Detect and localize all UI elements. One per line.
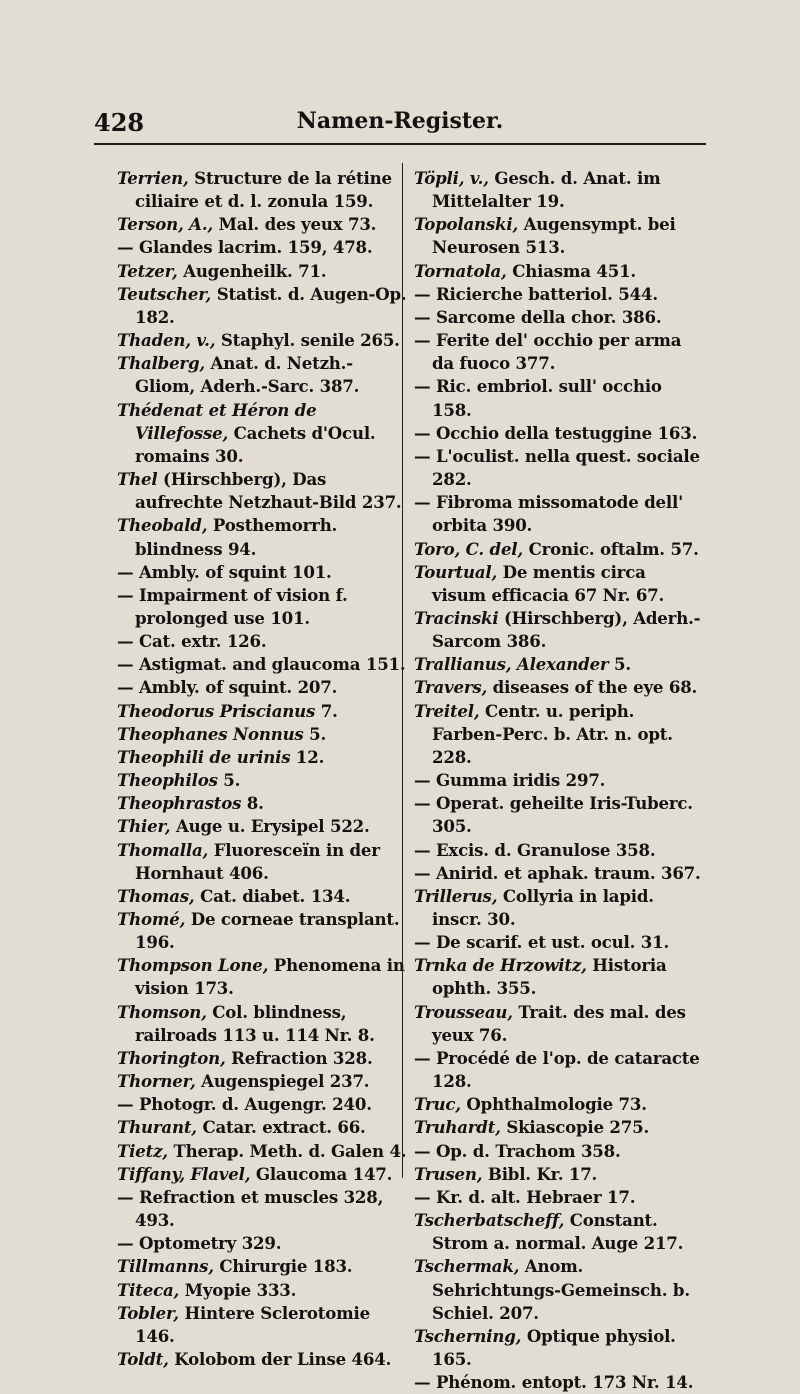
entry-text: Augenspiegel 237.	[195, 1071, 370, 1092]
index-entry	[414, 931, 705, 954]
entry-text: Hintere Sclerotomie 146.	[135, 1302, 370, 1346]
index-entry	[414, 491, 705, 537]
entry-text: Structure de la rétine ciliaire et d. l. zonula 159.	[135, 168, 392, 212]
entry-text: Gesch. d. Anat. im Mittelalter 19.	[432, 168, 661, 212]
index-entry	[414, 769, 705, 792]
index-entry	[117, 792, 408, 815]
entry-text: — Op. d. Trachom 358.	[414, 1140, 621, 1161]
entry-author: Thurant,	[117, 1117, 197, 1138]
entry-text: — Cat. extr. 126.	[117, 631, 267, 652]
entry-author: Tschermak,	[414, 1256, 520, 1277]
index-entry	[414, 1140, 705, 1163]
entry-text: — Impairment of vision f. prolonged use 101.	[117, 584, 348, 628]
entry-text: — Sarcome della chor. 386.	[414, 306, 662, 327]
entry-author: Tillmanns,	[117, 1256, 214, 1277]
entry-author: Thédenat et Héron de Villefosse,	[117, 399, 317, 443]
entry-text: 8.	[241, 793, 264, 814]
index-entry	[414, 839, 705, 862]
entry-text: (Hirschberg), Aderh.-Sarcom 386.	[432, 607, 701, 652]
index-entry	[117, 769, 408, 792]
entry-author: Tracinski	[414, 607, 499, 628]
index-entry	[117, 283, 408, 329]
entry-author: Thomson,	[117, 1001, 207, 1022]
index-entry	[117, 1140, 408, 1163]
entry-text: De mentis circa visum efficacia 67 Nr. 67.	[432, 561, 665, 605]
entry-author: Trallianus, Alexander	[414, 654, 609, 675]
entry-text: — Ambly. of squint. 207.	[117, 677, 338, 698]
index-entry	[414, 1163, 705, 1186]
index-entry	[117, 954, 408, 1000]
entry-text: Trait. des mal. des yeux 76.	[432, 1001, 686, 1045]
entry-text: Augenheilk. 71.	[177, 260, 327, 281]
entry-author: Theophili de urinis	[117, 746, 291, 767]
entry-author: Trnka de Hrzowitz,	[414, 955, 587, 976]
index-entry	[414, 653, 705, 676]
index-entry	[414, 885, 705, 931]
entry-text: diseases of the eye 68.	[487, 677, 698, 698]
entry-author: Titeca,	[117, 1279, 180, 1300]
entry-author: Trusen,	[414, 1163, 483, 1184]
entry-author: Theophilos	[117, 770, 218, 791]
column-divider	[402, 163, 403, 1178]
entry-text: Constant. Strom a. normal. Auge 217.	[432, 1210, 684, 1254]
index-entry	[414, 862, 705, 885]
entry-author: Tscherbatscheff,	[414, 1210, 565, 1231]
entry-text: Auge u. Erysipel 522.	[170, 816, 370, 837]
entry-text: — Ambly. of squint 101.	[117, 561, 332, 582]
entry-text: — Ferite del' occhio per arma da fuoco 377.	[414, 330, 682, 374]
right-column	[414, 167, 705, 1394]
entry-author: Thorner,	[117, 1071, 196, 1092]
index-entry	[117, 746, 408, 769]
entry-text: Mal. des yeux 73.	[213, 214, 377, 235]
index-entry	[117, 1001, 408, 1047]
index-entry	[414, 538, 705, 561]
running-title: Namen-Register.	[296, 108, 504, 134]
entry-text: — Occhio della testuggine 163.	[414, 422, 698, 443]
index-entry	[414, 700, 705, 769]
index-entry	[414, 1047, 705, 1093]
index-entry	[117, 1070, 408, 1093]
index-entry	[117, 1302, 408, 1348]
entry-author: Tobler,	[117, 1302, 179, 1323]
entry-text: — Excis. d. Granulose 358.	[414, 839, 656, 860]
entry-text: — Astigmat. and glaucoma 151.	[117, 654, 406, 675]
entry-text: Centr. u. periph. Farben-Perc. b. Atr. n. opt. 228.	[432, 700, 673, 767]
index-entry	[414, 167, 705, 213]
entry-text: Bibl. Kr. 17.	[482, 1163, 598, 1184]
entry-text: — Photogr. d. Augengr. 240.	[117, 1094, 372, 1115]
entry-text: Historia ophth. 355.	[432, 955, 667, 999]
entry-author: Thomé,	[117, 909, 186, 929]
index-entry	[117, 213, 408, 236]
index-entry	[117, 815, 408, 838]
entry-author: Teutscher,	[117, 283, 212, 304]
entry-text: Fluoresceïn in der Hornhaut 406.	[135, 839, 380, 883]
entry-text: — Optometry 329.	[117, 1233, 282, 1254]
entry-author: Töpli, v.,	[414, 168, 489, 188]
index-entry	[117, 700, 408, 723]
entry-author: Thompson Lone,	[117, 955, 269, 976]
entry-text: De corneae transplant. 196.	[135, 909, 400, 953]
index-entry	[414, 1116, 705, 1139]
entry-text: Therap. Meth. d. Galen 4.	[167, 1140, 407, 1161]
entry-text: Anat. d. Netzh.-Gliom, Aderh.-Sarc. 387.	[135, 353, 360, 397]
entry-text: Glaucoma 147.	[250, 1163, 393, 1184]
entry-text: — Gumma iridis 297.	[414, 770, 606, 791]
index-entry	[117, 561, 408, 584]
index-entry	[414, 1093, 705, 1116]
entry-text: — Refraction et muscles 328, 493.	[117, 1186, 384, 1231]
entry-author: Theodorus Priscianus	[117, 700, 316, 721]
entry-author: Topolanski,	[414, 214, 519, 235]
index-entry	[117, 1279, 408, 1302]
index-entry	[414, 213, 705, 259]
entry-author: Treitel,	[414, 700, 480, 721]
entry-text: — Ric. embriol. sull' occhio 158.	[414, 376, 662, 420]
entry-text: Refraction 328.	[225, 1047, 373, 1068]
entry-author: Toldt,	[117, 1348, 169, 1369]
entry-text: Kolobom der Linse 464.	[168, 1348, 392, 1369]
entry-text: — Fibroma missomatode dell' orbita 390.	[414, 492, 683, 536]
entry-author: Tetzer,	[117, 260, 178, 281]
index-entry	[117, 584, 408, 630]
entry-author: Travers,	[414, 677, 488, 698]
entry-author: Theophrastos	[117, 793, 242, 814]
entry-text: 5.	[608, 654, 631, 675]
index-entry	[117, 1255, 408, 1278]
index-entry	[117, 1116, 408, 1139]
entry-text: Augensympt. bei Neurosen 513.	[432, 214, 676, 258]
index-entry	[117, 167, 408, 213]
index-entry	[414, 954, 705, 1000]
index-entry	[117, 514, 408, 560]
entry-text: Skiascopie 275.	[500, 1117, 650, 1138]
index-entry	[117, 260, 408, 283]
index-entry	[414, 422, 705, 445]
entry-text: — Kr. d. alt. Hebraer 17.	[414, 1186, 636, 1207]
entry-text: — De scarif. et ust. ocul. 31.	[414, 932, 670, 953]
index-entry	[117, 1163, 408, 1186]
index-entry	[414, 375, 705, 421]
entry-text: Collyria in lapid. inscr. 30.	[432, 885, 654, 929]
entry-text: Staphyl. senile 265.	[215, 330, 400, 351]
entry-text: Ophthalmologie 73.	[460, 1094, 647, 1115]
entry-text: — Glandes lacrim. 159, 478.	[117, 237, 373, 258]
index-entry	[414, 1209, 705, 1255]
entry-text: Optique physiol. 165.	[432, 1325, 676, 1369]
entry-text: Myopie 333.	[179, 1279, 297, 1300]
index-entry	[117, 676, 408, 699]
entry-text: Col. blindness, railroads 113 u. 114 Nr. 8.	[135, 1001, 375, 1045]
page-header	[94, 108, 706, 144]
index-entry	[414, 306, 705, 329]
index-entry	[414, 1255, 705, 1324]
entry-author: Truhardt,	[414, 1117, 501, 1138]
entry-author: Tourtual,	[414, 561, 498, 582]
entry-author: Terrien,	[117, 168, 189, 188]
entry-author: Trillerus,	[414, 885, 498, 906]
left-column	[117, 167, 408, 1371]
index-entry	[414, 329, 705, 375]
entry-text: — Procédé de l'op. de cataracte 128.	[414, 1047, 700, 1092]
entry-text: 5.	[303, 723, 327, 744]
entry-author: Terson, A.,	[117, 214, 214, 235]
entry-author: Thier,	[117, 816, 171, 837]
entry-text: Catar. extract. 66.	[196, 1117, 366, 1138]
entry-text: Posthemorrh. blindness 94.	[135, 515, 338, 559]
index-entry	[117, 885, 408, 908]
entry-author: Thalberg,	[117, 353, 205, 374]
index-entry	[414, 283, 705, 306]
index-entry	[414, 1371, 705, 1394]
entry-text: Cachets d'Ocul. romains 30.	[135, 422, 376, 466]
page-number: 428	[94, 108, 145, 137]
entry-author: Thomalla,	[117, 839, 209, 860]
entry-author: Theobald,	[117, 515, 208, 536]
index-entry	[117, 723, 408, 746]
entry-author: Theophanes Nonnus	[117, 723, 304, 744]
index-entry	[117, 908, 408, 954]
entry-author: Truc,	[414, 1094, 461, 1115]
index-entry	[117, 399, 408, 468]
entry-text: Anom. Sehrichtungs-Gemeinsch. b. Schiel. 207.	[432, 1256, 690, 1323]
index-entry	[117, 468, 408, 514]
entry-text: — Ricierche batteriol. 544.	[414, 283, 658, 304]
index-entry	[414, 561, 705, 607]
entry-text: 7.	[315, 700, 338, 721]
index-entry	[117, 236, 408, 259]
index-entry	[117, 630, 408, 653]
index-entry	[414, 445, 705, 491]
entry-author: Trousseau,	[414, 1001, 513, 1022]
entry-author: Tscherning,	[414, 1325, 522, 1346]
index-entry	[414, 260, 705, 283]
index-entry	[117, 352, 408, 398]
entry-author: Tiffany, Flavel,	[117, 1163, 251, 1184]
index-entry	[414, 1186, 705, 1209]
entry-text: Phenomena in vision 173.	[135, 955, 405, 999]
entry-text: Cat. diabet. 134.	[194, 885, 351, 906]
index-entry	[117, 1348, 408, 1371]
entry-author: Toro, C. del,	[414, 538, 523, 559]
entry-text: — L'oculist. nella quest. sociale 282.	[414, 445, 700, 490]
index-entry	[117, 1047, 408, 1070]
entry-text: Statist. d. Augen-Op. 182.	[135, 283, 407, 327]
entry-author: Thorington,	[117, 1047, 226, 1068]
index-entry	[117, 653, 408, 676]
index-entry	[414, 676, 705, 699]
entry-text: Cronic. oftalm. 57.	[523, 538, 699, 559]
entry-author: Tietz,	[117, 1140, 168, 1161]
index-entry	[117, 1186, 408, 1232]
header-rule	[94, 143, 706, 145]
index-entry	[117, 1232, 408, 1255]
entry-text: Chirurgie 183.	[213, 1256, 353, 1277]
entry-text: 5.	[217, 770, 241, 791]
index-entry	[117, 329, 408, 352]
entry-author: Thomas,	[117, 885, 195, 906]
entry-author: Thel	[117, 469, 158, 490]
entry-text: — Anirid. et aphak. traum. 367.	[414, 862, 701, 883]
index-entry	[414, 607, 705, 653]
index-entry	[117, 839, 408, 885]
entry-text: 12.	[290, 746, 325, 767]
entry-text: (Hirschberg), Das aufrechte Netzhaut-Bild 237.	[135, 469, 402, 513]
index-entry	[414, 792, 705, 838]
entry-text: — Phénom. entopt. 173 Nr. 14.	[414, 1372, 694, 1393]
index-entry	[414, 1001, 705, 1047]
index-entry	[117, 1093, 408, 1116]
entry-author: Tornatola,	[414, 260, 507, 281]
index-entry	[414, 1325, 705, 1371]
entry-text: Chiasma 451.	[506, 260, 636, 281]
entry-author: Thaden, v.,	[117, 330, 216, 351]
entry-text: — Operat. geheilte Iris-Tuberc. 305.	[414, 793, 693, 837]
